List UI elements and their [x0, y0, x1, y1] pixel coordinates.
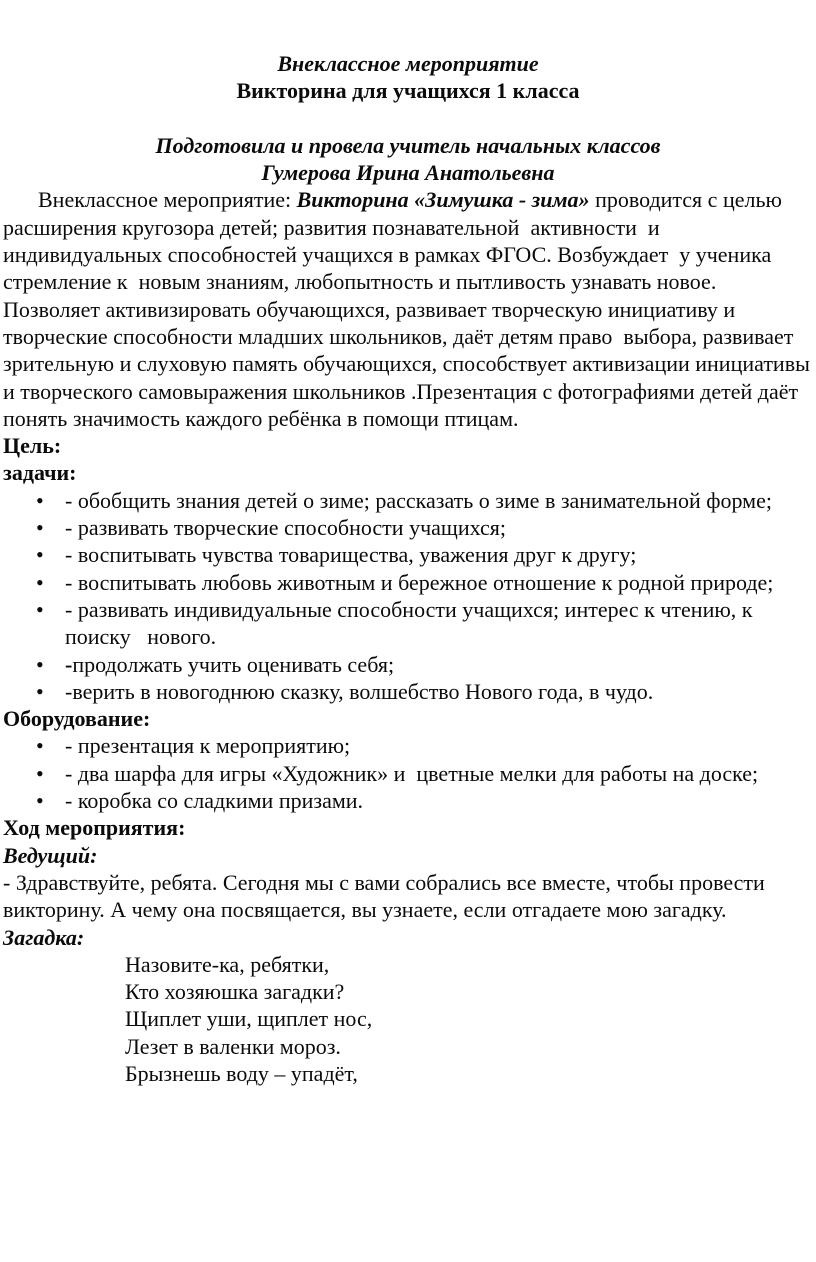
- task-item-bold-dash: -: [65, 651, 73, 677]
- task-item: • - воспитывать чувства товарищества, уважения друг к другу;: [65, 541, 813, 568]
- task-item: [65, 651, 813, 678]
- equipment-item: • - презентация к мероприятию;: [65, 732, 813, 759]
- task-item-text: продолжать учить оценивать себя;: [72, 651, 395, 677]
- task-item: • - воспитывать любовь животным и бережное отношение к родной природе;: [65, 569, 813, 596]
- course-heading: Ход мероприятия:: [3, 815, 186, 841]
- goal-heading: Цель:: [3, 433, 62, 459]
- page-title-line1: Внеклассное мероприятие: [277, 51, 539, 76]
- task-item: • - обобщить знания детей о зиме; рассказать о зиме в занимательной форме;: [65, 487, 813, 514]
- intro-text-start: Внеклассное мероприятие:: [38, 187, 297, 213]
- equipment-item: • - два шарфа для игры «Художник» и цветные мелки для работы на доске;: [65, 760, 813, 787]
- task-item: • - развивать творческие способности учащихся;: [65, 514, 813, 541]
- page-title-line2: Викторина для учащихся 1 класса: [236, 78, 580, 104]
- host-label: Ведущий:: [3, 842, 98, 868]
- host-paragraph: - Здравствуйте, ребята. Сегодня мы с вами собрались все вместе, чтобы провести викторину. А чему она посвящается, вы узнаете, если отгадаете мою загадку.: [3, 869, 776, 923]
- equipment-list: [3, 732, 813, 814]
- riddle-line: Лезет в валенки мороз.: [125, 1033, 341, 1059]
- task-item: • - развивать индивидуальные способности учащихся; интерес к чтению, к поиску нового.: [65, 596, 813, 651]
- equipment-heading: Оборудование:: [3, 706, 151, 732]
- riddle-line: Брызнешь воду – упадёт,: [125, 1060, 358, 1086]
- intro-paragraph: [3, 186, 816, 432]
- riddle-line: Назовите-ка, ребятки,: [125, 951, 330, 977]
- blank-line: [3, 105, 813, 132]
- riddle-label: Загадка:: [3, 924, 85, 950]
- riddle-line: Кто хозяюшка загадки?: [125, 979, 345, 1005]
- task-item: • -верить в новогоднюю сказку, волшебство Нового года, в чудо.: [65, 678, 813, 705]
- subtitle-author-role: Подготовила и провела учитель начальных классов: [155, 132, 661, 158]
- tasks-heading: задачи:: [3, 460, 77, 486]
- riddle-line: Щиплет уши, щиплет нос,: [125, 1006, 373, 1032]
- intro-event-title: Викторина «Зимушка - зима»: [296, 187, 590, 213]
- subtitle-author-name: Гумерова Ирина Анатольевна: [261, 160, 555, 186]
- tasks-list: [3, 487, 813, 705]
- riddle-verse: [3, 951, 813, 1087]
- intro-text-rest: проводится с целью расширения кругозора детей; развития познавательной активности и индивидуальных способностей учащихся в рамках ФГОС. Возбуждает у ученика стремление к новым знаниям, любопытность и пытливость узнавать новое. Позволяет активизировать обучающихся, развивает творческую инициативу и творческие способности младших школьников, даёт детям право выбора, развивает зрительную и слуховую память обучающихся, способствует активизации инициативы и творческого самовыражения школьников .Презентация с фотографиями детей даёт понять значимость каждого ребёнка в помощи птицам.: [3, 187, 816, 431]
- equipment-item: • - коробка со сладкими призами.: [65, 787, 813, 814]
